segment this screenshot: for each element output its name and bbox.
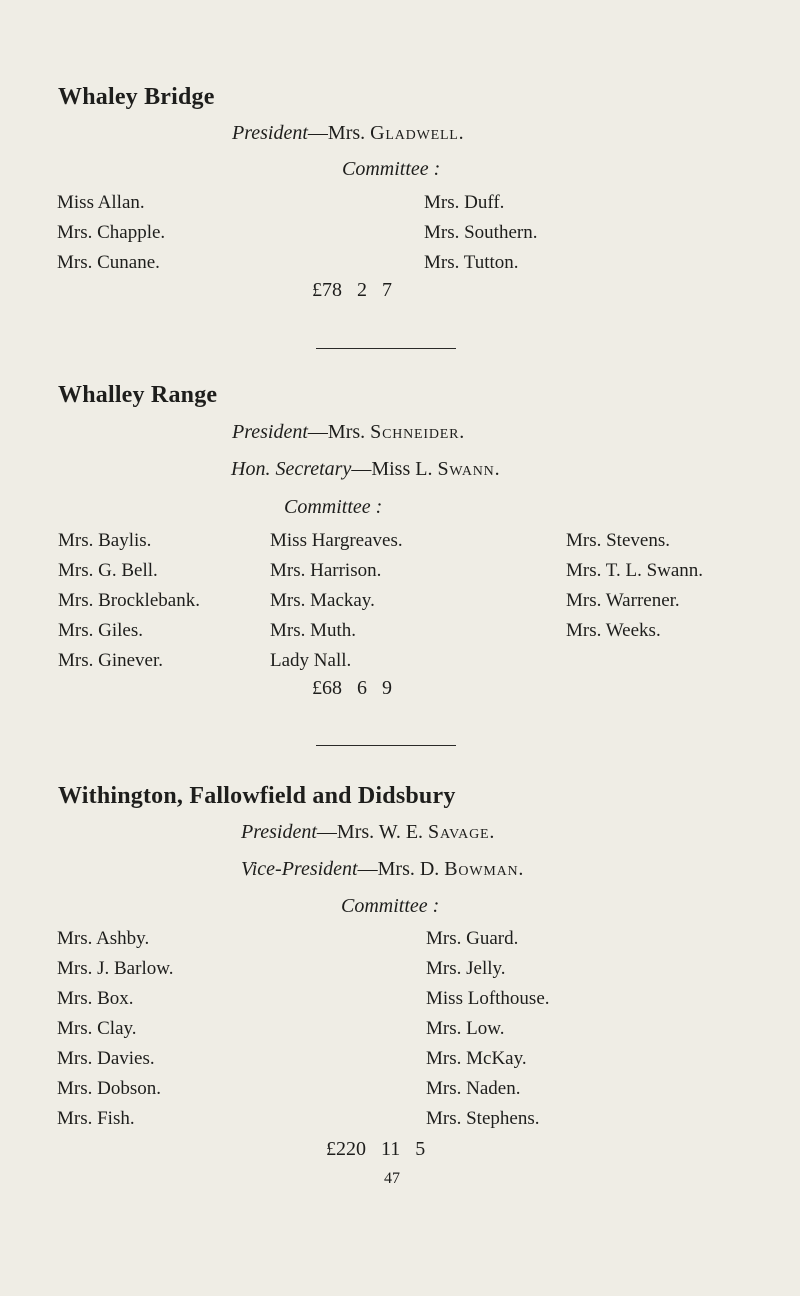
president-line	[232, 122, 464, 145]
committee-member: Mrs. Tutton.	[424, 252, 519, 273]
committee-member: Mrs. Duff.	[424, 192, 505, 213]
president-name: Schneider.	[370, 421, 466, 443]
section-divider	[316, 348, 456, 349]
committee-member: Mrs. Fish.	[57, 1108, 135, 1129]
vice-president-line	[241, 858, 524, 881]
committee-member: Mrs. Brocklebank.	[58, 590, 200, 611]
president-line	[232, 421, 465, 444]
committee-member: Mrs. Warrener.	[566, 590, 680, 611]
section-title-whaley-bridge: Whaley Bridge	[58, 84, 215, 110]
president-line	[241, 821, 495, 844]
committee-member: Miss Hargreaves.	[270, 530, 403, 551]
committee-column-1	[58, 526, 200, 676]
committee-member: Mrs. Stephens.	[426, 1108, 540, 1129]
committee-member: Mrs. Guard.	[426, 928, 519, 949]
committee-member: Mrs. Harrison.	[270, 560, 382, 581]
committee-member: Mrs. Ashby.	[57, 928, 150, 949]
committee-column-2	[424, 188, 537, 278]
president-label: President	[232, 421, 308, 443]
committee-member: Mrs. G. Bell.	[58, 560, 158, 581]
committee-member: Mrs. Naden.	[426, 1078, 521, 1099]
president-prefix: —Mrs.	[307, 122, 371, 144]
committee-member: Mrs. Southern.	[424, 222, 538, 243]
committee-member: Mrs. Davies.	[57, 1048, 155, 1069]
committee-column-1	[57, 188, 165, 278]
committee-member: Mrs. Muth.	[270, 620, 357, 641]
committee-label: Committee :	[342, 158, 441, 180]
amount-total: £220 11 5	[326, 1138, 426, 1160]
committee-member: Mrs. Cunane.	[57, 252, 160, 273]
secretary-prefix: —Miss L.	[351, 458, 438, 480]
committee-member: Miss Allan.	[57, 192, 145, 213]
committee-member: Mrs. Jelly.	[426, 958, 506, 979]
vice-president-name: Bowman.	[444, 858, 525, 880]
committee-member: Mrs. Weeks.	[566, 620, 661, 641]
committee-column-2	[270, 526, 403, 676]
section-divider	[316, 745, 456, 746]
committee-member: Mrs. Chapple.	[57, 222, 166, 243]
committee-label: Committee :	[341, 895, 440, 917]
committee-member: Mrs. Ginever.	[58, 650, 164, 671]
secretary-line	[231, 458, 500, 481]
vice-president-prefix: —Mrs. D.	[357, 858, 445, 880]
committee-column-2	[426, 924, 550, 1134]
committee-column-3	[566, 526, 703, 646]
committee-member: Mrs. McKay.	[426, 1048, 527, 1069]
amount-total: £78 2 7	[312, 279, 392, 301]
president-label: President	[241, 821, 317, 843]
committee-member: Lady Nall.	[270, 650, 352, 671]
section-title-withington: Withington, Fallowfield and Didsbury	[58, 783, 456, 809]
committee-member: Mrs. Dobson.	[57, 1078, 161, 1099]
president-prefix: —Mrs.	[307, 421, 371, 443]
committee-member: Mrs. Low.	[426, 1018, 505, 1039]
committee-member: Mrs. Box.	[57, 988, 134, 1009]
committee-column-1	[57, 924, 173, 1134]
page-number: 47	[384, 1170, 400, 1187]
committee-member: Mrs. J. Barlow.	[57, 958, 174, 979]
president-name: Savage.	[428, 821, 496, 843]
committee-member: Mrs. Baylis.	[58, 530, 152, 551]
secretary-label: Hon. Secretary	[231, 458, 352, 480]
committee-member: Mrs. T. L. Swann.	[566, 560, 704, 581]
committee-member: Mrs. Giles.	[58, 620, 143, 641]
secretary-name: Swann.	[437, 458, 501, 480]
president-name: Gladwell.	[370, 122, 465, 144]
president-prefix: —Mrs. W. E.	[316, 821, 429, 843]
vice-president-label: Vice-President	[241, 858, 358, 880]
president-label: President	[232, 122, 308, 144]
section-title-whalley-range: Whalley Range	[58, 382, 218, 408]
amount-total: £68 6 9	[312, 677, 392, 699]
committee-member: Mrs. Clay.	[57, 1018, 137, 1039]
committee-member: Miss Lofthouse.	[426, 988, 550, 1009]
committee-member: Mrs. Stevens.	[566, 530, 670, 551]
committee-label: Committee :	[284, 496, 383, 518]
committee-member: Mrs. Mackay.	[270, 590, 375, 611]
